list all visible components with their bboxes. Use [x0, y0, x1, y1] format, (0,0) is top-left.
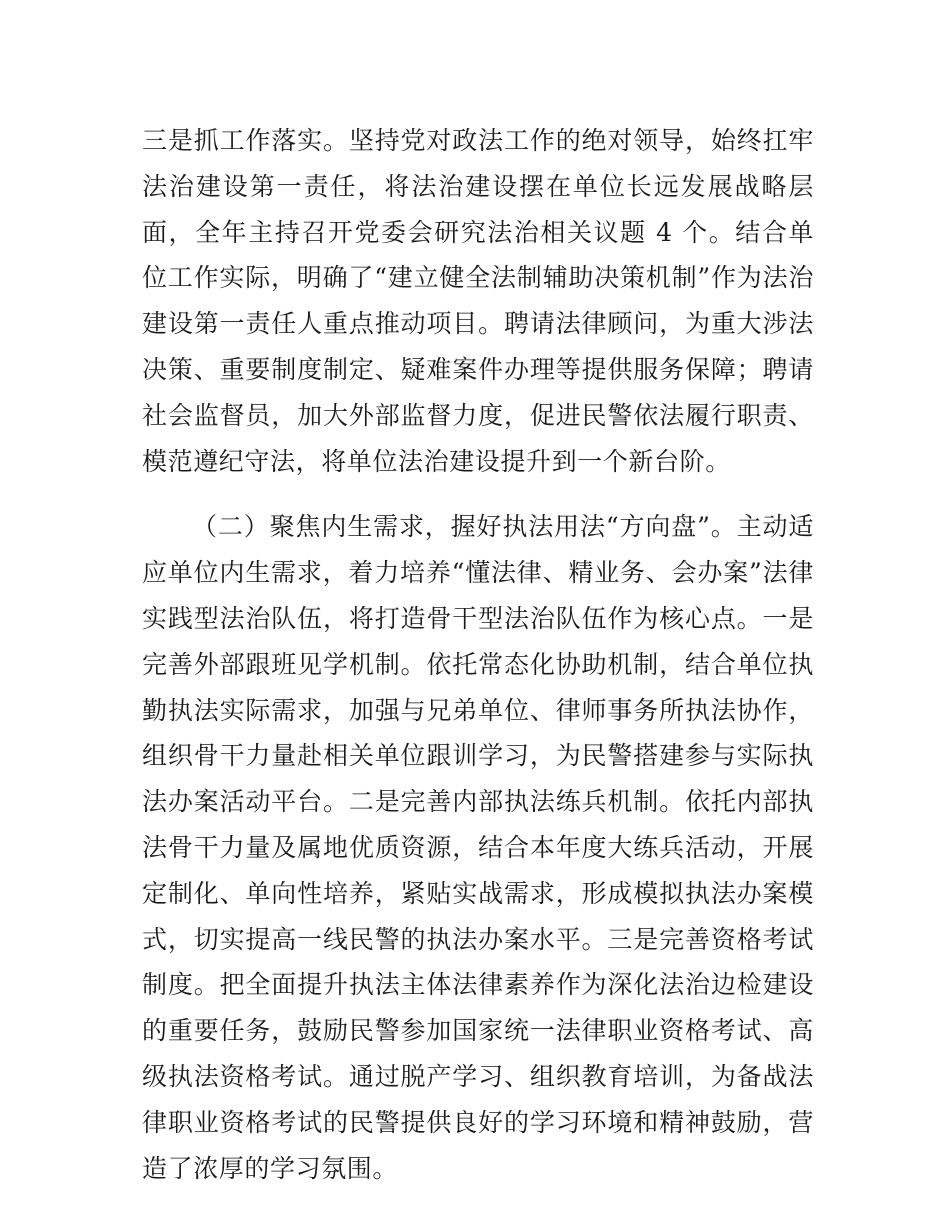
paragraph-work-implementation: 三是抓工作落实。坚持党对政法工作的绝对领导，始终扛牢法治建设第一责任，将法治建设摆在单位长远发展战略层面，全年主持召开党委会研究法治相关议题 4 个。结合单位工作实际，明确了“建立健全法制辅助决策机制”作为法治建设第一责任人重点推动项目。聘请法律顾问，为重大涉法决策、重要制度制定、疑难案件办理等提供服务保障；聘请社会监督员，加大外部监督力度，促进民警依法履行职责、模范遵纪守法，将单位法治建设提升到一个新台阶。 — [142, 126, 814, 476]
document-body — [142, 118, 814, 1191]
paragraph-internal-needs: （二）聚焦内生需求，握好执法用法“方向盘”。主动适应单位内生需求，着力培养“懂法律、精业务、会办案”法律实践型法治队伍，将打造骨干型法治队伍作为核心点。一是完善外部跟班见学机制。依托常态化协助机制，结合单位执勤执法实际需求，加强与兄弟单位、律师事务所执法协作，组织骨干力量赴相关单位跟训学习，为民警搭建参与实际执法办案活动平台。二是完善内部执法练兵机制。依托内部执法骨干力量及属地优质资源，结合本年度大练兵活动，开展定制化、单向性培养，紧贴实战需求，形成模拟执法办案模式，切实提高一线民警的执法办案水平。三是完善资格考试制度。把全面提升执法主体法律素养作为深化法治边检建设的重要任务，鼓励民警参加国家统一法律职业资格考试、高级执法资格考试。通过脱产学习、组织教育培训，为备战法律职业资格考试的民警提供良好的学习环境和精神鼓励，营造了浓厚的学习氛围。 — [142, 512, 814, 1183]
